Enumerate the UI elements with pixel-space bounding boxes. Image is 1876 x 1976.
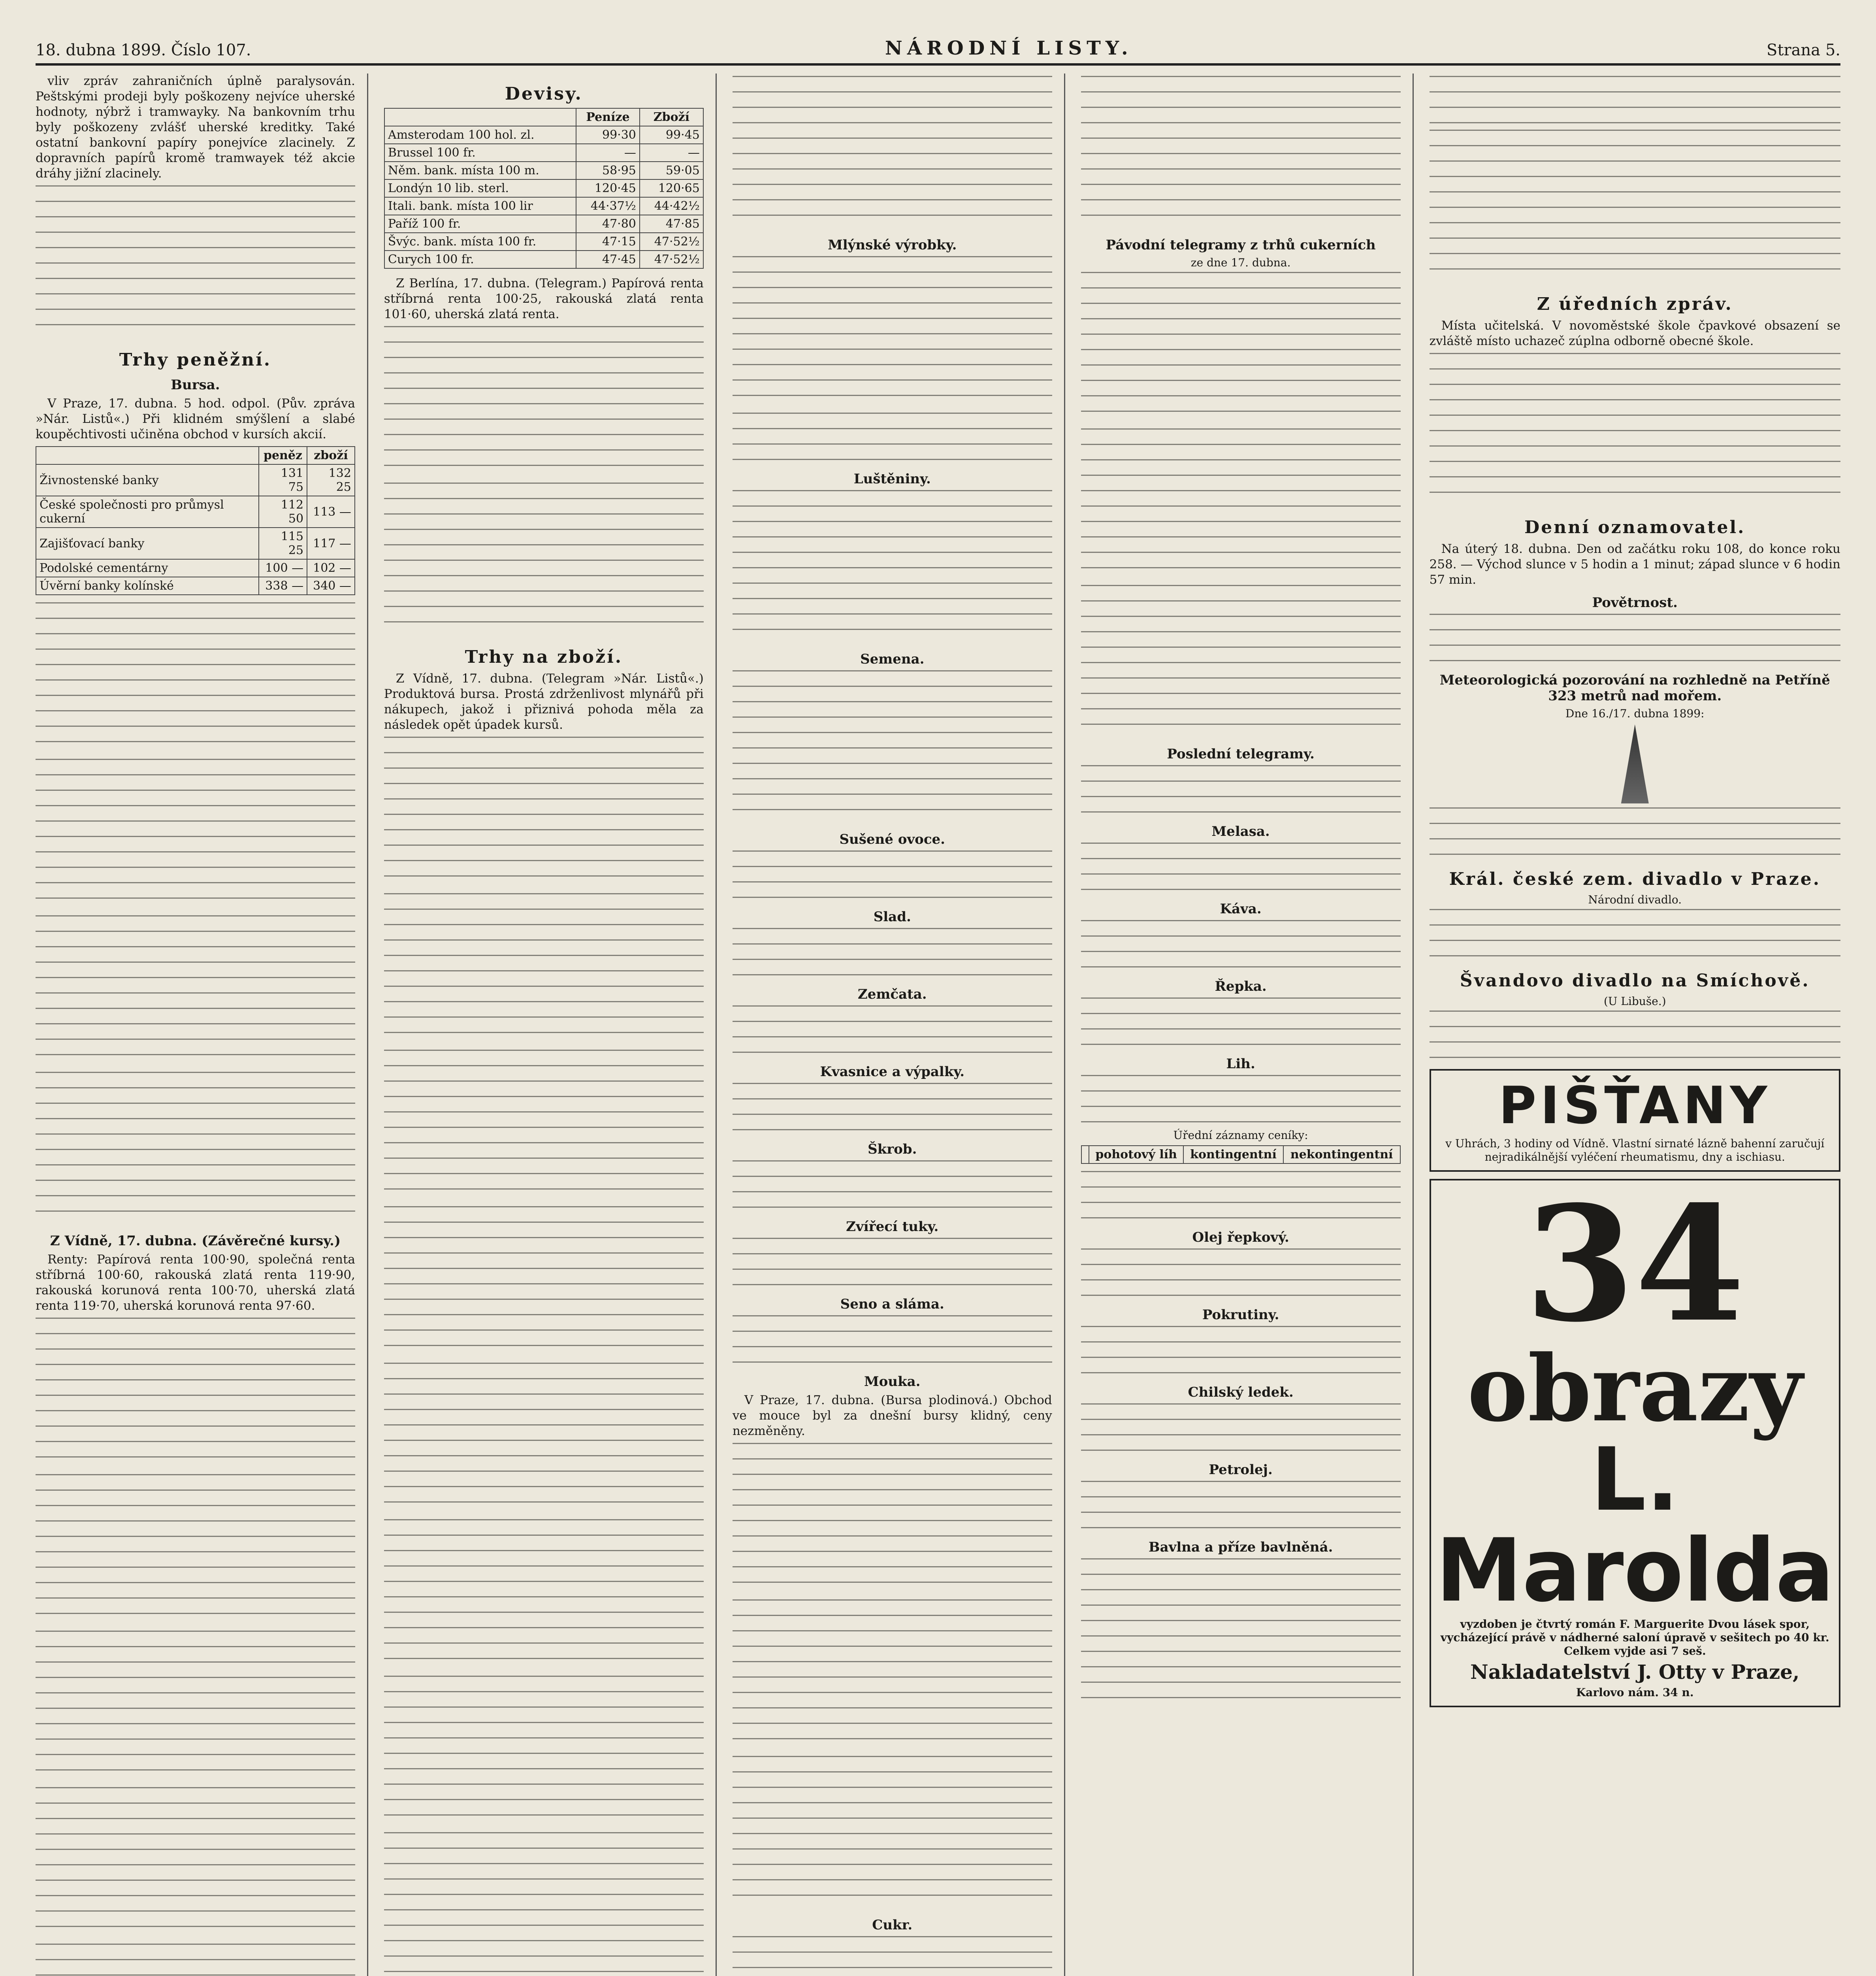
vienna-paragraph: Renty: Papírová renta 100·90, společná renta stříbrná 100·60, rakouská zlatá renta 119·90, rakouská korunová renta 100·70, uherská zlatá renta 119·70, uherská korunová renta 97·60. xyxy=(36,1252,355,1313)
subheading-povetrnost: Povětrnost. xyxy=(1592,595,1678,611)
text-block xyxy=(384,1206,704,1360)
text-block xyxy=(1430,353,1840,507)
text-block xyxy=(733,76,1052,230)
table-row xyxy=(384,251,703,268)
subheading-kvasnice: Kvasnice a výpalky. xyxy=(820,1064,965,1080)
subheading-posledni-telegramy: Poslední telegramy. xyxy=(1167,746,1315,762)
table-cell: 47·52½ xyxy=(640,233,703,251)
text-block xyxy=(1081,272,1401,426)
text-block xyxy=(384,1676,704,1830)
subheading-mouka: Mouka. xyxy=(864,1374,921,1390)
kursy-table-block xyxy=(36,602,355,756)
mouka-paragraph: V Praze, 17. dubna. (Bursa plodinová.) Obchod ve mouce byl za dnešní bursy klidný, ceny nezměněny. xyxy=(732,1393,1052,1438)
meteo-table-block xyxy=(1430,807,1840,859)
table-cell: 47·45 xyxy=(576,251,640,268)
lih-table-block xyxy=(1081,1171,1401,1222)
text-block xyxy=(733,1083,1052,1134)
text-block xyxy=(1081,1403,1401,1455)
column-5 xyxy=(1430,74,1840,1976)
column-1 xyxy=(36,74,368,1976)
table-header: pohotový líh xyxy=(1089,1146,1183,1163)
text-block xyxy=(1081,585,1401,739)
text-block xyxy=(384,737,704,891)
table-cell: České společnosti pro průmysl cukerní xyxy=(36,496,259,528)
theatre-heading-national: Král. české zem. divadlo v Praze. xyxy=(1449,869,1821,889)
ad-obrazy: obrazy xyxy=(1467,1335,1803,1442)
table-cell: 112 50 xyxy=(259,496,307,528)
table-header: Zboží xyxy=(640,108,703,126)
table-row xyxy=(384,144,703,162)
text-block xyxy=(733,1315,1052,1367)
table-row xyxy=(384,233,703,251)
table-cell: Paříž 100 fr. xyxy=(384,215,576,233)
table-cell: 59·05 xyxy=(640,162,703,179)
text-block xyxy=(1430,76,1840,127)
text-block xyxy=(1430,1011,1840,1062)
ad-pistany-title: PIŠŤANY xyxy=(1499,1075,1771,1135)
subheading-repka: Řepka. xyxy=(1215,979,1267,994)
column-2 xyxy=(384,74,717,1976)
text-block xyxy=(1081,843,1401,894)
ad-description: vyzdoben je čtvrtý román F. Marguerite Dvou lásek spor, vycházející právě v nádherné saloní úpravě v sešitech po 40 kr. Celkem vyjde asi 7 seš. xyxy=(1440,1618,1829,1657)
table-cell: 120·45 xyxy=(576,179,640,197)
table-cell: 131 75 xyxy=(259,464,307,496)
table-row xyxy=(36,464,355,496)
text-block xyxy=(384,326,704,480)
subheading-pokrutiny: Pokrutiny. xyxy=(1202,1307,1279,1323)
table-row xyxy=(36,559,355,577)
table-cell: 115 25 xyxy=(259,528,307,559)
text-block xyxy=(1081,76,1401,230)
subheading-vienna: Z Vídně, 17. dubna. (Závěrečné kursy.) xyxy=(50,1233,341,1249)
subheading-bavlna: Bavlna a příze bavlněná. xyxy=(1148,1539,1333,1555)
subheading-vyrobky: Mlýnské výrobky. xyxy=(828,237,957,253)
table-header-row xyxy=(1081,1146,1400,1163)
bursa-paragraph: V Praze, 17. dubna. 5 hod. odpol. (Pův. zpráva »Nár. Listů«.) Při klidném smýšlení a slabé koupěchtivosti učiněna obchod v kursích akcií. xyxy=(36,396,355,441)
table-row xyxy=(36,577,355,595)
text-block xyxy=(384,1363,704,1517)
table-header: zboží xyxy=(307,447,355,464)
text-block xyxy=(1081,765,1401,816)
text-block xyxy=(384,893,704,1047)
table-cell: Švýc. bank. místa 100 fr. xyxy=(384,233,576,251)
table-cell: 100 — xyxy=(259,559,307,577)
text-block xyxy=(36,1474,355,1628)
text-block xyxy=(1081,920,1401,971)
akcie-table xyxy=(36,446,355,595)
table-row xyxy=(384,197,703,215)
table-cell: Úvěrní banky kolínské xyxy=(36,577,259,595)
page-number: Strana 5. xyxy=(1767,41,1840,59)
kursy-table-block xyxy=(36,759,355,913)
text-block xyxy=(384,483,704,637)
subheading-cukr: Cukr. xyxy=(872,1917,913,1933)
text-block xyxy=(36,1318,355,1472)
text-block xyxy=(733,850,1052,902)
lih-table xyxy=(1081,1145,1401,1164)
text-block xyxy=(1430,909,1840,960)
text-block xyxy=(1081,1481,1401,1532)
subheading-ledek: Chilský ledek. xyxy=(1188,1384,1294,1400)
section-heading-trhy-zbozi: Trhy na zboží. xyxy=(465,647,623,667)
kursy-table-block xyxy=(36,1072,355,1226)
column-3 xyxy=(733,74,1065,1976)
meteo-date: Dne 16./17. dubna 1899: xyxy=(1565,707,1705,720)
table-cell: 99·45 xyxy=(640,126,703,144)
text-block xyxy=(1081,997,1401,1049)
text-block xyxy=(733,1599,1052,1754)
text-block xyxy=(36,185,355,339)
text-block xyxy=(36,1631,355,1785)
table-cell: 120·65 xyxy=(640,179,703,197)
subheading-olej: Olej řepkový. xyxy=(1192,1229,1289,1245)
newspaper-title: NÁRODNÍ LISTY. xyxy=(885,37,1133,59)
table-cell: Amsterodam 100 hol. zl. xyxy=(384,126,576,144)
table-cell: Podolské cementárny xyxy=(36,559,259,577)
text-block xyxy=(733,1443,1052,1597)
text-block xyxy=(1081,1558,1401,1712)
table-cell: 117 — xyxy=(307,528,355,559)
subheading-seno: Seno a sláma. xyxy=(840,1296,944,1312)
text-block xyxy=(733,413,1052,464)
subheading-lih: Lih. xyxy=(1226,1056,1255,1072)
table-cell: Něm. bank. místa 100 m. xyxy=(384,162,576,179)
ad-publisher: Nakladatelství J. Otty v Praze, xyxy=(1470,1660,1800,1684)
petrin-tower-illustration xyxy=(1621,724,1649,803)
section-heading-devisy: Devisy. xyxy=(505,84,583,104)
section-heading-uredni: Z úředních zpráv. xyxy=(1537,294,1733,314)
intro-paragraph: vliv zpráv zahraničních úplně paralysován. Peštskými prodeji byly poškozeny nejvíce uherské hodnoty, nýbrž i tramwayky. Na bankovním trhu byly poškozeny zvlášť uherské kreditky. Také ostatní bankovní papíry ponejvíce zlacinely. Z dopravních papírů kromě tramwayek též akcie dráhy jižní zlacinely. xyxy=(36,74,355,181)
text-block xyxy=(733,1160,1052,1212)
text-block xyxy=(1081,1326,1401,1377)
text-block xyxy=(384,1050,704,1204)
table-cell: 113 — xyxy=(307,496,355,528)
table-cell: 102 — xyxy=(307,559,355,577)
oznamovatel-paragraph: Na úterý 18. dubna. Den od začátku roku 108, do konce roku 258. — Východ slunce v 5 hodin a 1 minut; západ slunce v 6 hodin 57 min. xyxy=(1429,542,1840,587)
table-cell: Brussel 100 fr. xyxy=(384,144,576,162)
text-block xyxy=(733,1238,1052,1289)
table-cell: 47·80 xyxy=(576,215,640,233)
masthead xyxy=(36,28,1840,66)
advertisement-pistany xyxy=(1430,1069,1840,1172)
subheading-zvireci-tuky: Zvířecí tuky. xyxy=(846,1219,939,1235)
table-cell: 340 — xyxy=(307,577,355,595)
uredni-paragraph: Místa učitelská. V novoměstské škole čpavkové obsazení se zvláště místo uchazeč zúplna odborně obecné škole. xyxy=(1429,319,1840,348)
theatre-subheading: (U Libuše.) xyxy=(1603,995,1666,1008)
table-header xyxy=(384,108,576,126)
table-row xyxy=(36,528,355,559)
table-cell: Londýn 10 lib. sterl. xyxy=(384,179,576,197)
table-cell: 47·15 xyxy=(576,233,640,251)
text-block xyxy=(733,1756,1052,1910)
table-cell: 44·37½ xyxy=(576,197,640,215)
telegramy-date: ze dne 17. dubna. xyxy=(1190,256,1291,269)
devisy-table xyxy=(384,108,704,269)
subheading-melasa: Melasa. xyxy=(1211,824,1270,839)
issue-date: 18. dubna 1899. Číslo 107. xyxy=(36,41,251,59)
theatre-heading-svanda: Švandovo divadlo na Smíchově. xyxy=(1460,971,1810,991)
subheading-bursa: Bursa. xyxy=(171,377,220,393)
table-row xyxy=(36,496,355,528)
table-cell: 99·30 xyxy=(576,126,640,144)
text-block xyxy=(733,1936,1052,1976)
berlin-paragraph: Z Berlína, 17. dubna. (Telegram.) Papírová renta stříbrná renta 100·25, rakouská zlatá renta 101·60, uherská zlatá renta. xyxy=(384,276,704,321)
table-cell: Zajišťovací banky xyxy=(36,528,259,559)
subheading-petrolej: Petrolej. xyxy=(1209,1462,1273,1478)
table-row xyxy=(384,215,703,233)
text-block xyxy=(733,928,1052,979)
table-cell: Curych 100 fr. xyxy=(384,251,576,268)
text-block xyxy=(1430,614,1840,665)
subheading-zemcata: Zemčata. xyxy=(857,986,927,1002)
produktova-bursa-paragraph: Z Vídně, 17. dubna. (Telegram »Nár. Listů«.) Produktová bursa. Prostá zdrženlivost mlynářů při nákupech, jakož i přiznivá pohoda měla za následek opět úpadek kursů. xyxy=(384,671,704,732)
table-cell: 47·85 xyxy=(640,215,703,233)
text-block xyxy=(384,1832,704,1976)
subheading-susene-ovoce: Sušené ovoce. xyxy=(839,832,946,847)
text-block xyxy=(733,670,1052,824)
table-cell: 47·52½ xyxy=(640,251,703,268)
ad-author: L. Marolda xyxy=(1435,1429,1834,1621)
columns xyxy=(36,74,1840,1976)
table-cell: Itali. bank. místa 100 lir xyxy=(384,197,576,215)
table-header: kontingentní xyxy=(1183,1146,1283,1163)
subheading-slad: Slad. xyxy=(873,909,911,925)
table-cell: 132 25 xyxy=(307,464,355,496)
table-cell: — xyxy=(640,144,703,162)
table-header: peněz xyxy=(259,447,307,464)
table-cell: — xyxy=(576,144,640,162)
theatre-subheading: Národní divadlo. xyxy=(1588,893,1682,906)
subheading-telegramy-cukr: Pávodní telegramy z trhů cukerních xyxy=(1106,237,1376,253)
ad-pistany-text: v Uhrách, 3 hodiny od Vídně. Vlastní sirnaté lázně bahenní zaručují nejradikálnější vyléčení rheumatismu, dny a ischiasu. xyxy=(1445,1137,1825,1163)
text-block xyxy=(36,1787,355,1941)
table-header: nekontingentní xyxy=(1283,1146,1400,1163)
kursy-table-block xyxy=(36,915,355,1069)
ad-number: 34 xyxy=(1525,1171,1745,1357)
meteo-heading: Meteorologická pozorování na rozhledně na Petříně 323 metrů nad mořem. xyxy=(1439,672,1830,704)
text-block xyxy=(1081,1075,1401,1126)
subheading-lusteniny: Luštěniny. xyxy=(853,471,931,487)
table-row xyxy=(384,179,703,197)
lih-table-title: Úřední záznamy ceníky: xyxy=(1173,1129,1308,1142)
subheading-semena: Semena. xyxy=(860,651,925,667)
table-header-row xyxy=(36,447,355,464)
table-cell: 58·95 xyxy=(576,162,640,179)
subheading-kava: Káva. xyxy=(1220,901,1262,917)
text-block xyxy=(733,1005,1052,1057)
text-block xyxy=(384,1519,704,1673)
subheading-skrob: Škrob. xyxy=(868,1141,917,1157)
table-header-row xyxy=(384,108,703,126)
table-row xyxy=(384,126,703,144)
text-block xyxy=(1081,428,1401,583)
table-cell: Živnostenské banky xyxy=(36,464,259,496)
table-row xyxy=(384,162,703,179)
text-block xyxy=(733,490,1052,644)
section-heading-trhy: Trhy peněžní. xyxy=(119,350,272,370)
table-cell: 338 — xyxy=(259,577,307,595)
table-header: Peníze xyxy=(576,108,640,126)
text-block xyxy=(733,256,1052,410)
advertisement-marolda xyxy=(1430,1171,1840,1707)
table-header xyxy=(36,447,259,464)
text-block xyxy=(1430,130,1840,284)
table-header xyxy=(1081,1146,1089,1163)
text-block xyxy=(1081,1248,1401,1300)
column-4 xyxy=(1081,74,1414,1976)
table-cell: 44·42½ xyxy=(640,197,703,215)
text-block xyxy=(36,1944,355,1976)
section-heading-oznamovatel: Denní oznamovatel. xyxy=(1524,517,1746,537)
ad-publisher-address: Karlovo nám. 34 n. xyxy=(1576,1686,1694,1699)
